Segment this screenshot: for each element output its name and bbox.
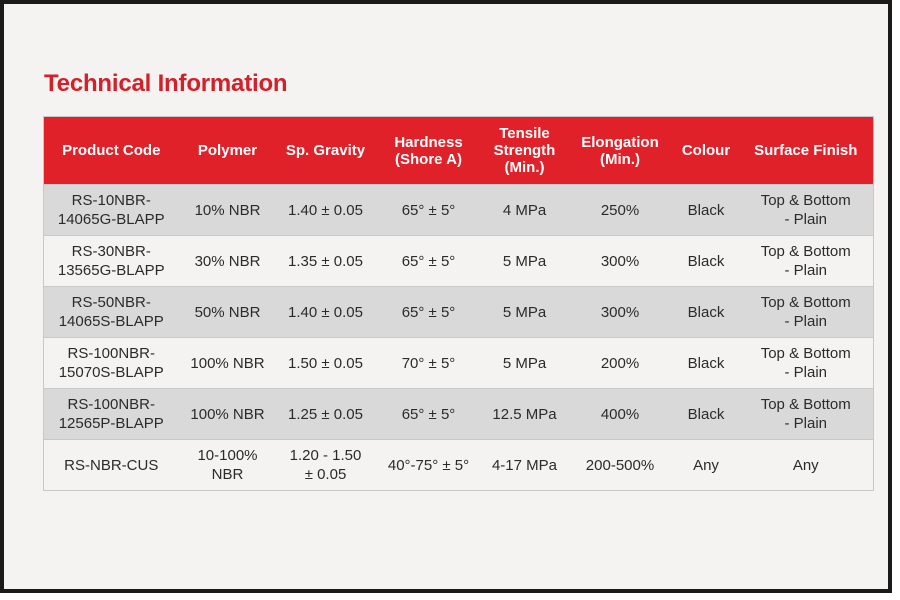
table-cell [179,236,277,287]
table-cell [739,440,874,491]
cell-line: 50% NBR [194,303,261,321]
cell-line: 250% [600,201,640,219]
cell-line: 65° ± 5° [401,252,456,270]
cell-line: 1.25 ± 0.05 [288,405,363,423]
cell-line: 4-17 MPa [491,456,558,474]
table-cell [567,236,674,287]
table-cell [277,440,375,491]
table-cell [567,287,674,338]
cell-line: RS-NBR-CUS [64,456,159,474]
table-cell [739,236,874,287]
table-cell [44,338,179,389]
table-cell [44,236,179,287]
column-header [739,117,874,185]
cell-line: Top & Bottom [760,396,851,413]
cell-line: 200-500% [585,456,655,474]
cell-line: 40°-75° ± 5° [387,456,470,474]
cell-line: 65° ± 5° [401,201,456,219]
table-cell [483,236,567,287]
cell-line: Any [792,456,819,474]
table-cell [179,287,277,338]
table-row [44,287,874,338]
cell-line: RS-100NBR- [67,396,156,413]
column-header [674,117,739,185]
cell-line: 10-100% [197,447,258,464]
cell-line: ± 0.05 [304,466,347,483]
cell-line: Sp. Gravity [285,142,366,159]
table-cell [277,185,375,236]
table-cell [483,440,567,491]
cell-line: Top & Bottom [760,243,851,260]
table-cell [483,338,567,389]
cell-line: 12565P-BLAPP [58,415,164,432]
cell-line: 30% NBR [194,252,261,270]
table-row [44,440,874,491]
cell-line: - Plain [784,364,828,381]
cell-line: 10% NBR [194,201,261,219]
cell-line: Top & Bottom [760,294,851,311]
cell-line: 1.50 ± 0.05 [288,354,363,372]
cell-line: NBR [211,466,244,483]
table-cell [739,338,874,389]
cell-line: 300% [600,303,640,321]
cell-line: - Plain [784,415,828,432]
cell-line: (Min.) [600,150,640,168]
column-header [567,117,674,185]
cell-line: (Min.) [504,159,545,176]
cell-line: 14065S-BLAPP [58,313,164,330]
cell-line: Colour [681,142,731,159]
table-cell [483,287,567,338]
table-cell [567,338,674,389]
table-row [44,236,874,287]
cell-line: Black [687,201,725,219]
table-cell [674,440,739,491]
cell-line: Black [687,405,725,423]
column-header [179,117,277,185]
cell-line: Top & Bottom [760,345,851,362]
table-cell [739,185,874,236]
table-cell [739,389,874,440]
cell-line: 1.35 ± 0.05 [288,252,363,270]
column-header [44,117,179,185]
table-cell [179,389,277,440]
cell-line: 14065G-BLAPP [57,211,165,228]
cell-line: Tensile [499,125,550,142]
page-title: Technical Information [44,70,288,97]
cell-line: 1.20 - 1.50 [289,447,362,464]
cell-line: 12.5 MPa [492,405,557,423]
cell-line: 100% NBR [190,354,265,372]
table-cell [739,287,874,338]
table-header [44,117,874,185]
table-row [44,185,874,236]
table-cell [674,287,739,338]
cell-line: 100% NBR [190,405,265,423]
cell-line: - Plain [784,262,828,279]
cell-line: 4 MPa [502,201,547,219]
technical-info-table [43,116,874,491]
table-cell [44,287,179,338]
table-cell [44,185,179,236]
table-cell [277,338,375,389]
column-header [483,117,567,185]
column-header [375,117,483,185]
table-cell [375,440,483,491]
column-header [277,117,375,185]
cell-line: Black [687,354,725,372]
cell-line: RS-10NBR- [71,192,151,209]
cell-line: 5 MPa [502,303,547,321]
cell-line: Black [687,303,725,321]
cell-line: Strength [493,142,556,159]
cell-line: 200% [600,354,640,372]
cell-line: 13565G-BLAPP [57,262,165,279]
cell-line: - Plain [784,211,828,228]
table-cell [277,287,375,338]
cell-line: Product Code [62,142,161,159]
table-cell [375,185,483,236]
cell-line: RS-100NBR- [67,345,156,362]
cell-line: RS-50NBR- [71,294,151,311]
cell-line: 65° ± 5° [401,303,456,321]
table-cell [375,236,483,287]
cell-line: Surface Finish [754,142,858,159]
table-row [44,338,874,389]
table-cell [567,389,674,440]
cell-line: 300% [600,252,640,270]
table-cell [179,185,277,236]
cell-line: 1.40 ± 0.05 [288,303,363,321]
cell-line: Top & Bottom [760,192,851,209]
cell-line: 1.40 ± 0.05 [288,201,363,219]
cell-line: Polymer [197,142,258,159]
table-cell [375,338,483,389]
header-row [44,117,874,185]
table-cell [44,440,179,491]
table-cell [674,185,739,236]
table-cell [483,185,567,236]
table-cell [277,389,375,440]
table-cell [674,338,739,389]
cell-line: RS-30NBR- [71,243,151,260]
cell-line: Hardness [394,133,463,151]
cell-line: Black [687,252,725,270]
table-cell [674,389,739,440]
cell-line: 65° ± 5° [401,405,456,423]
cell-line: Any [693,456,719,474]
table-cell [567,185,674,236]
table-cell [44,389,179,440]
cell-line: 400% [600,405,640,423]
cell-line: - Plain [784,313,828,330]
table-row [44,389,874,440]
cell-line: Elongation [581,133,659,151]
table-cell [277,236,375,287]
table-cell [567,440,674,491]
cell-line: 5 MPa [502,252,547,270]
table-cell [179,440,277,491]
table-cell [375,287,483,338]
cell-line: (Shore A) [395,150,462,168]
table-cell [674,236,739,287]
cell-line: 5 MPa [502,354,547,372]
cell-line: 15070S-BLAPP [58,364,164,381]
table-cell [375,389,483,440]
table-body [44,185,874,491]
table-cell [179,338,277,389]
table-cell [483,389,567,440]
cell-line: 70° ± 5° [401,354,456,372]
